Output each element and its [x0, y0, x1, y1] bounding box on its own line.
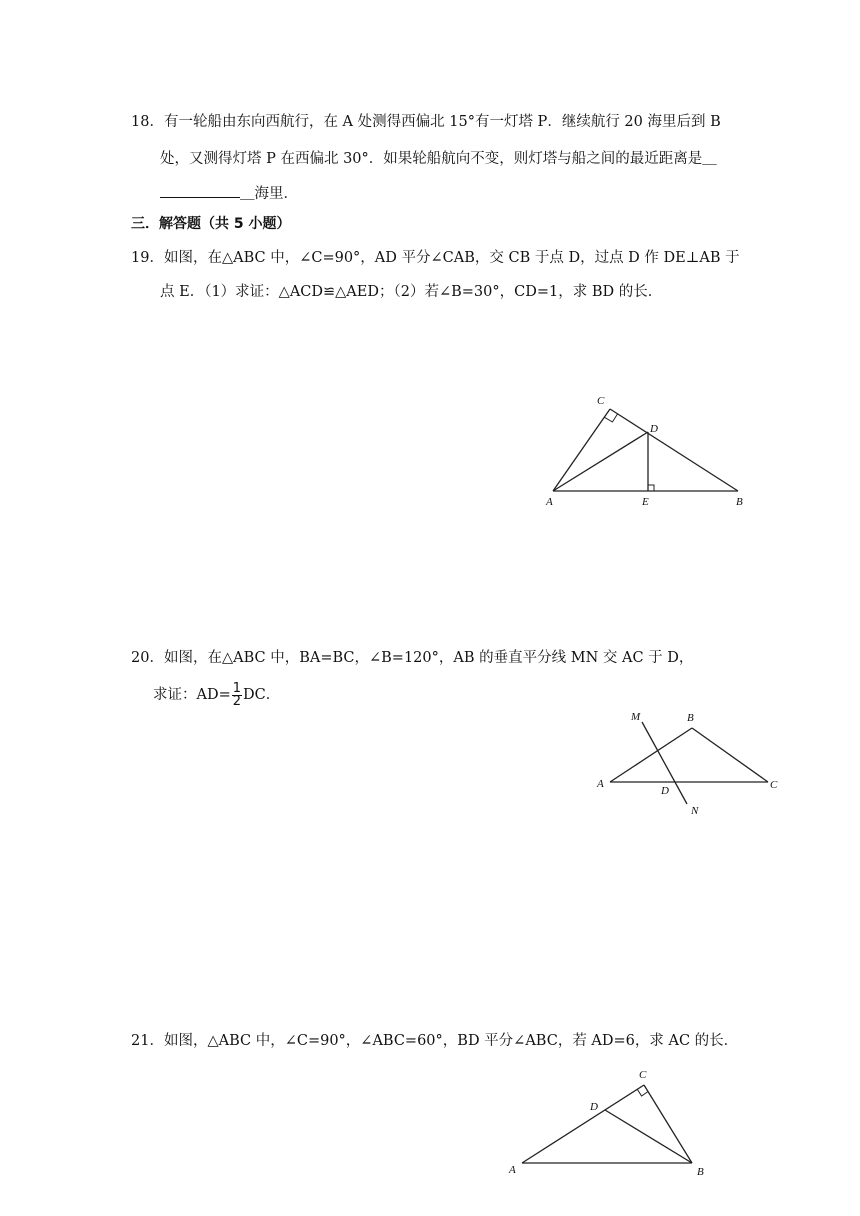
label-d: D: [650, 423, 658, 435]
label-b: B: [697, 1166, 704, 1178]
label-n: N: [691, 805, 699, 816]
label-a: A: [509, 1164, 516, 1176]
fraction-numerator: 1: [232, 680, 242, 696]
q20-figure: [590, 706, 790, 816]
label-c: C: [770, 779, 778, 791]
segment-ab: [610, 728, 692, 782]
segment-bd: [605, 1110, 692, 1163]
fraction-denominator: 2: [232, 693, 242, 709]
label-d: D: [661, 785, 669, 797]
segment-cb: [610, 409, 738, 491]
q21-line1: 21．如图，△ABC 中，∠C=90°，∠ABC=60°，BD 平分∠ABC，若 AD=6，求 AC 的长．: [131, 1033, 739, 1049]
q20-line1: 20．如图，在△ABC 中，BA=BC，∠B=120°，AB 的垂直平分线 MN 交 AC 于 D，: [131, 650, 694, 666]
q19-line1: 19．如图，在△ABC 中，∠C=90°，AD 平分∠CAB，交 CB 于点 D，过点 D 作 DE⊥AB 于: [131, 250, 740, 266]
label-b: B: [736, 496, 743, 508]
right-angle-mark-e: [648, 485, 654, 491]
label-a: A: [597, 778, 604, 790]
q21-figure: [502, 1062, 722, 1182]
label-a: A: [546, 496, 553, 508]
segment-bc: [692, 728, 768, 782]
fraction-half: [232, 680, 242, 709]
q19-figure: [540, 392, 760, 512]
q18-line3-suffix: ＿海里．: [240, 186, 298, 202]
label-c: C: [639, 1069, 647, 1081]
q20-line2-prefix: 求证：AD=: [153, 687, 231, 703]
q19-line2: 点 E．（1）求证：△ACD≌△AED；（2）若∠B=30°，CD=1，求 BD 的长．: [160, 284, 663, 300]
label-m: M: [631, 711, 641, 723]
q18-line3: [160, 183, 298, 204]
segment-cb: [644, 1085, 692, 1163]
label-b: B: [687, 712, 694, 724]
answer-blank[interactable]: [160, 183, 240, 198]
segment-ad: [553, 432, 648, 491]
q20-line2: [153, 680, 280, 710]
label-c: C: [597, 395, 605, 407]
label-e: E: [642, 496, 649, 508]
q18-line1: 18．有一轮船由东向西航行，在 A 处测得西偏北 15°有一灯塔 P．继续航行 20 海里后到 B: [131, 114, 721, 130]
label-d: D: [590, 1101, 598, 1113]
segment-ac: [522, 1085, 644, 1163]
segment-ac: [553, 409, 610, 491]
q20-line2-suffix: DC．: [243, 687, 281, 703]
section-title: 三．解答题（共 5 小题）: [131, 216, 291, 232]
q18-line2: 处，又测得灯塔 P 在西偏北 30°．如果轮船航向不变，则灯塔与船之间的最近距离是＿: [160, 151, 717, 167]
